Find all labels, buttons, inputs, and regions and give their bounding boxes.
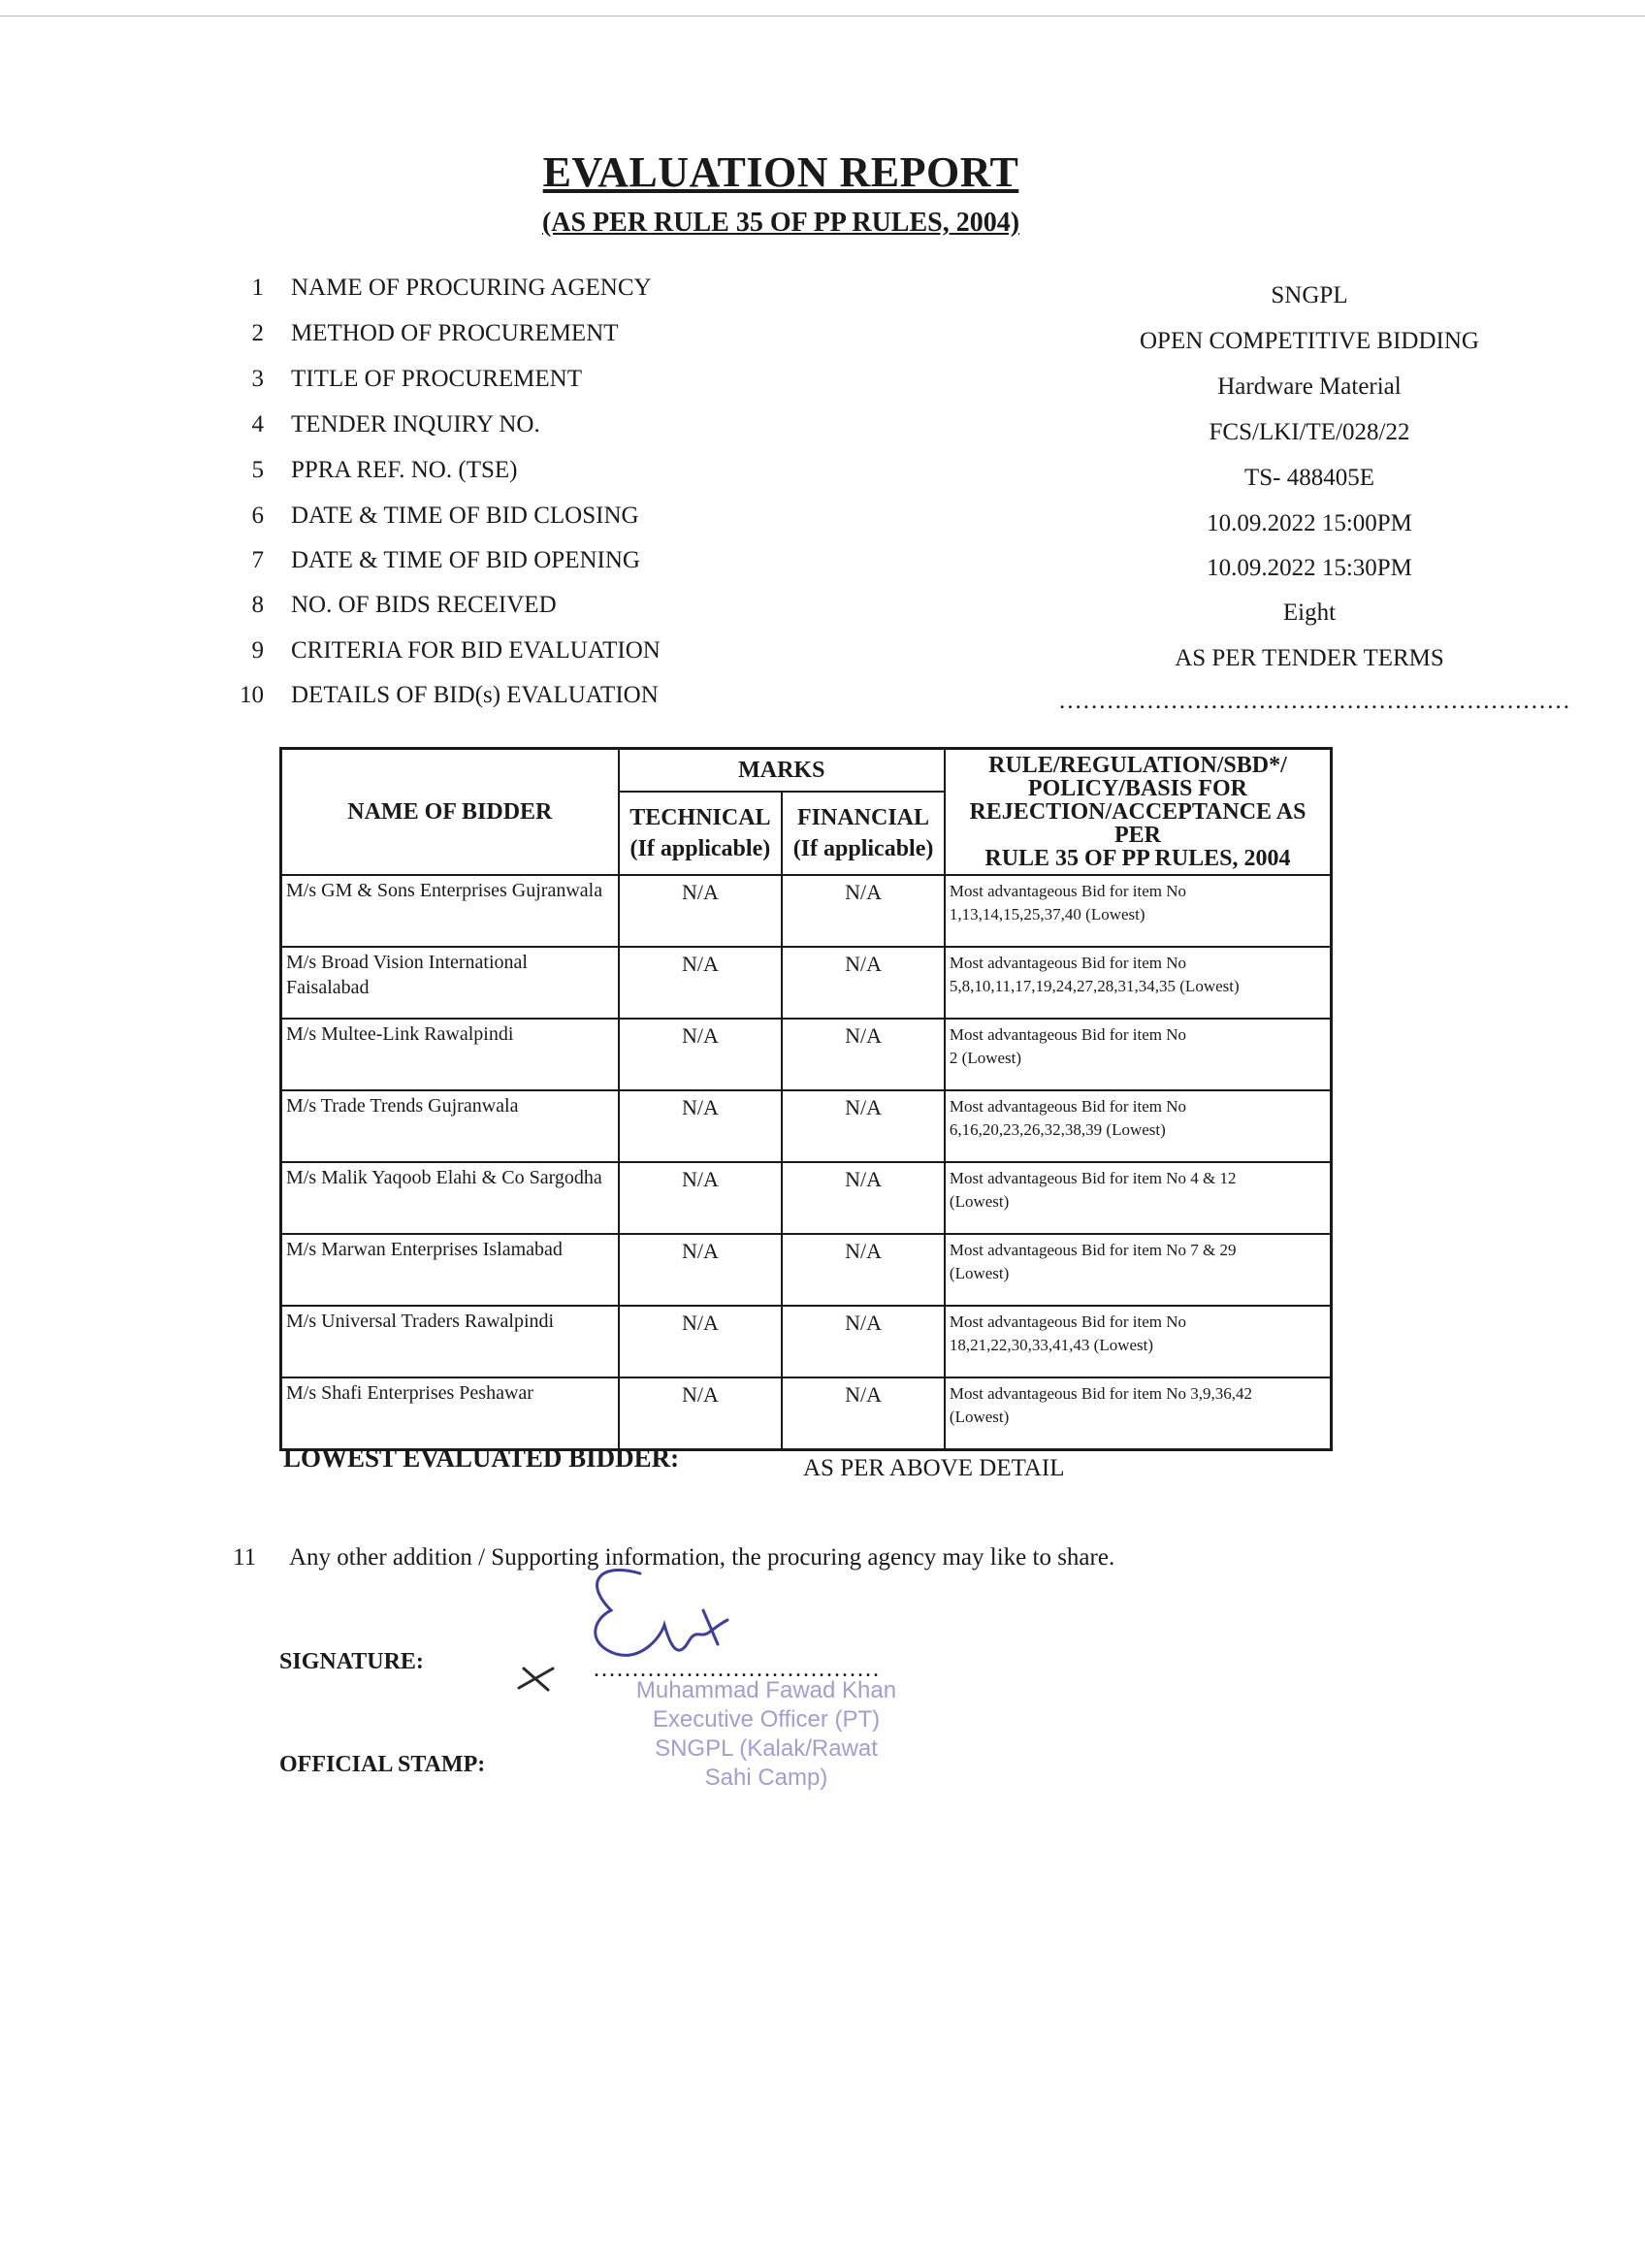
bidder-name: M/s Shafi Enterprises Peshawar [281,1377,619,1450]
row-label: Any other addition / Supporting information, the procuring agency may like to share. [289,1544,1115,1571]
row-number: 8 [251,592,264,618]
bidder-name: M/s Broad Vision International Faisalabad [281,947,619,1019]
table-row [281,1162,1332,1234]
lowest-bidder-label: LOWEST EVALUATED BIDDER: [283,1443,680,1473]
info-row-2 [233,320,1479,359]
basis-line: 2 (Lowest) [949,1049,1022,1067]
row-label: DETAILS OF BID(s) EVALUATION [291,682,659,708]
bidder-name: M/s Malik Yaqoob Elahi & Co Sargodha [281,1162,619,1234]
technical-mark: N/A [619,1377,783,1450]
row-label: METHOD OF PROCUREMENT [291,320,619,346]
bid-evaluation-table [279,747,1333,1451]
financial-mark: N/A [782,1090,945,1162]
bidder-name: M/s GM & Sons Enterprises Gujranwala [281,875,619,947]
technical-mark: N/A [619,947,783,1019]
row-value: 10.09.2022 15:00PM [1207,510,1412,536]
header-technical [619,792,783,875]
financial-mark: N/A [782,1162,945,1234]
technical-mark: N/A [619,1306,783,1377]
row-value: FCS/LKI/TE/028/22 [1209,419,1410,445]
info-row-8 [233,592,1397,631]
report-title: EVALUATION REPORT [542,148,1019,196]
official-stamp-label: OFFICIAL STAMP: [279,1752,486,1777]
row-label: DATE & TIME OF BID CLOSING [291,502,639,529]
row-value: AS PER TENDER TERMS [1175,645,1444,671]
header-rule-line: POLICY/BASIS FOR [1027,776,1247,801]
basis-line: 5,8,10,11,17,19,24,27,28,31,34,35 (Lowest) [949,977,1240,995]
row-value: Hardware Material [1217,373,1402,400]
financial-mark: N/A [782,1306,945,1377]
table-row [281,947,1332,1019]
basis-line: Most advantageous Bid for item No [949,1097,1187,1116]
table-row [281,875,1332,947]
financial-mark: N/A [782,1234,945,1306]
basis-line: Most advantageous Bid for item No 4 & 12 [949,1169,1237,1187]
evaluation-basis [945,1162,1332,1234]
row-value: OPEN COMPETITIVE BIDDING [1140,328,1479,354]
evaluation-basis [945,1306,1332,1377]
evaluation-basis [945,875,1332,947]
technical-mark: N/A [619,1162,783,1234]
basis-line: (Lowest) [949,1408,1010,1426]
header-rule-line: REJECTION/ACCEPTANCE AS PER [969,799,1306,848]
row-number: 9 [251,637,264,664]
technical-mark: N/A [619,1090,783,1162]
header-rule-line: RULE/REGULATION/SBD*/ [988,753,1287,778]
evaluation-basis [945,1019,1332,1090]
row-value: SNGPL [1271,282,1348,308]
table-row [281,1306,1332,1377]
evaluation-basis [945,1234,1332,1306]
row-number: 2 [251,320,264,346]
row-label: DATE & TIME OF BID OPENING [291,547,640,573]
bidder-name: M/s Universal Traders Rawalpindi [281,1306,619,1377]
bidder-name: M/s Multee-Link Rawalpindi [281,1019,619,1090]
row-number: 6 [251,502,264,529]
row-value-dots: ................................................................ [1059,688,1571,714]
row-number: 10 [240,682,264,708]
table-row [281,1019,1332,1090]
row-value: TS- 488405E [1243,465,1375,491]
row-value: Eight [1282,599,1337,626]
header-technical-sub: (If applicable) [629,836,771,861]
header-financial-sub: (If applicable) [792,836,934,861]
info-row-1 [233,275,1397,313]
basis-line: Most advantageous Bid for item No [949,882,1187,900]
row-number: 1 [251,275,264,301]
info-row-7 [233,547,1412,586]
info-row-3 [233,366,1402,405]
handwritten-signature-icon [495,1552,805,1727]
stamp-line: Muhammad Fawad Khan [635,1677,897,1703]
lowest-bidder-value: AS PER ABOVE DETAIL [803,1455,1065,1481]
report-subtitle: (AS PER RULE 35 OF PP RULES, 2004) [541,208,1020,238]
table-row [281,1090,1332,1162]
row-label: NO. OF BIDS RECEIVED [291,592,557,618]
row-label: PPRA REF. NO. (TSE) [291,457,518,483]
basis-line: Most advantageous Bid for item No [949,1025,1187,1044]
basis-line: Most advantageous Bid for item No [949,1312,1187,1331]
technical-mark: N/A [619,1019,783,1090]
stamp-line: Sahi Camp) [704,1765,828,1791]
bidder-name: M/s Trade Trends Gujranwala [281,1090,619,1162]
header-financial [782,792,945,875]
basis-line: 6,16,20,23,26,32,38,39 (Lowest) [949,1120,1166,1139]
info-row-10 [233,682,1571,721]
evaluation-basis [945,1090,1332,1162]
financial-mark: N/A [782,875,945,947]
stamp-line: SNGPL (Kalak/Rawat [655,1735,878,1762]
technical-mark: N/A [619,1234,783,1306]
info-row-4 [233,411,1410,450]
basis-line: 1,13,14,15,25,37,40 (Lowest) [949,905,1145,923]
basis-line: (Lowest) [949,1264,1010,1282]
technical-mark: N/A [619,875,783,947]
basis-line: Most advantageous Bid for item No 7 & 29 [949,1241,1237,1259]
row-number: 7 [251,547,264,573]
financial-mark: N/A [782,1019,945,1090]
stamp-line: Executive Officer (PT) [652,1706,881,1733]
info-row-5 [233,457,1397,496]
header-marks: MARKS [619,749,945,793]
row-number: 3 [251,366,264,392]
signature-line: ..................................... [594,1657,881,1682]
basis-line: (Lowest) [949,1192,1010,1211]
evaluation-basis [945,947,1332,1019]
row-label: CRITERIA FOR BID EVALUATION [291,637,661,664]
basis-line: Most advantageous Bid for item No [949,954,1187,972]
header-name-of-bidder: NAME OF BIDDER [281,749,619,876]
header-technical-label: TECHNICAL [629,805,771,830]
header-financial-label: FINANCIAL [797,805,930,830]
header-rule-line: RULE 35 OF PP RULES, 2004 [984,846,1291,871]
bidder-name: M/s Marwan Enterprises Islamabad [281,1234,619,1306]
row-number: 11 [233,1544,257,1571]
row-label: TITLE OF PROCUREMENT [291,366,582,392]
row-label: NAME OF PROCURING AGENCY [291,275,652,301]
info-row-6 [233,502,1412,541]
signature-label: SIGNATURE: [279,1649,424,1674]
financial-mark: N/A [782,947,945,1019]
info-row-9 [233,637,1444,676]
row-number: 4 [251,411,264,437]
financial-mark: N/A [782,1377,945,1450]
row-label: TENDER INQUIRY NO. [291,411,540,437]
basis-line: 18,21,22,30,33,41,43 (Lowest) [949,1336,1154,1354]
header-rule-basis [945,749,1332,876]
basis-line: Most advantageous Bid for item No 3,9,36,42 [949,1384,1253,1403]
table-row [281,1234,1332,1306]
row-value: 10.09.2022 15:30PM [1207,555,1412,581]
evaluation-basis [945,1377,1332,1450]
table-row [281,1377,1332,1450]
row-number: 5 [251,457,264,483]
